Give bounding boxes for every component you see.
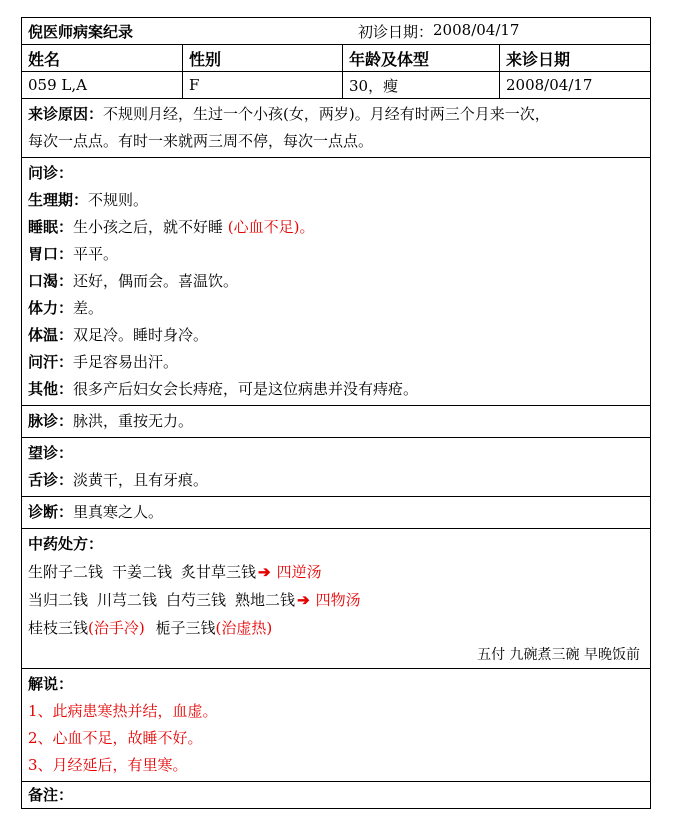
- observation-section: [22, 437, 650, 496]
- inquiry-item: 问汗：手足容易出汗。: [28, 353, 179, 371]
- herb-item: 桂枝三钱: [28, 619, 89, 637]
- explanation-label: 解说：: [28, 675, 74, 693]
- prescription-label: 中药处方：: [28, 535, 104, 553]
- first-visit: [358, 21, 519, 42]
- patient-sex: F: [182, 72, 342, 98]
- herb-item: 当归二钱: [28, 591, 89, 609]
- first-visit-label: 初诊日期：: [358, 22, 434, 41]
- herb-item: 栀子三钱: [155, 619, 216, 637]
- formula-name: 四逆汤: [276, 563, 322, 581]
- herb-item: 川芎二钱: [97, 591, 158, 609]
- prescription-line-2: [28, 586, 644, 614]
- diagnosis-label: 诊断：: [28, 503, 74, 521]
- arrow-right-icon: ➔: [258, 563, 271, 581]
- first-visit-date: 2008/04/17: [433, 20, 520, 39]
- col-name: 姓名: [28, 49, 61, 69]
- reason-line-2: 每次一点点。有时一来就两三周不停，每次一点点。: [28, 132, 374, 150]
- formula-name: 四物汤: [315, 591, 361, 609]
- herb-item: 生附子二钱: [28, 563, 104, 581]
- herb-note: (治手冷): [88, 619, 145, 637]
- col-visit-date: 来诊日期: [499, 45, 650, 71]
- explanation-item: 3、月经延后，有里寒。: [28, 756, 188, 774]
- explanation-section: [22, 668, 650, 781]
- tongue-label: 舌诊：: [28, 471, 74, 489]
- diagnosis-section: [22, 496, 650, 528]
- explanation-item: 1、此病患寒热并结，血虚。: [28, 702, 218, 720]
- herb-item: 熟地二钱: [235, 591, 296, 609]
- herb-item: 炙甘草三钱: [181, 563, 257, 581]
- remarks-section: [22, 781, 650, 808]
- reason-section: [22, 98, 650, 157]
- prescription-line-3: [28, 614, 644, 642]
- inquiry-item: 胃口：平平。: [28, 245, 119, 263]
- inquiry-item: 其他：很多产后妇女会长痔疮，可是这位病患并没有痔疮。: [28, 380, 419, 398]
- inquiry-item: 体力：差。: [28, 299, 104, 317]
- col-sex: 性别: [182, 45, 342, 71]
- inquiry-section: [22, 157, 650, 405]
- observation-label: 望诊：: [28, 444, 74, 462]
- dosage-instructions: 五付 九碗煮三碗 早晚饭前: [477, 647, 640, 663]
- patient-visit-date: 2008/04/17: [499, 72, 650, 98]
- col-age-build: 年龄及体型: [342, 45, 499, 71]
- explanation-item: 2、心血不足，故睡不好。: [28, 729, 203, 747]
- herb-note: (治虚热): [215, 619, 273, 637]
- herb-item: 干姜二钱: [112, 563, 173, 581]
- reason-label: 来诊原因：: [28, 105, 104, 123]
- inquiry-note: (心血不足)。: [227, 218, 315, 236]
- patient-id-name: 059 L,A: [28, 76, 87, 94]
- pulse-label: 脉诊：: [28, 412, 74, 430]
- inquiry-item: 生理期：不规则。: [28, 191, 149, 209]
- tongue-text: 淡黄干，且有牙痕。: [73, 471, 209, 489]
- inquiry-label: 问诊：: [28, 164, 74, 182]
- prescription-section: [22, 528, 650, 668]
- patient-table-header: [22, 44, 650, 71]
- patient-table-row: [22, 71, 650, 98]
- arrow-right-icon: ➔: [297, 591, 310, 609]
- inquiry-item: 睡眠：生小孩之后，就不好睡 (心血不足)。: [28, 218, 315, 236]
- reason-line-1: 不规则月经，生过一个小孩(女，两岁)。月经有时两三个月来一次，: [103, 105, 550, 123]
- herb-item: 白芍三钱: [166, 591, 227, 609]
- inquiry-item: 口渴：还好，偶而会。喜温饮。: [28, 272, 239, 290]
- remarks-label: 备注：: [28, 786, 74, 804]
- diagnosis-text: 里真寒之人。: [73, 503, 164, 521]
- case-record-sheet: [21, 17, 651, 809]
- patient-age-build: 30，瘦: [342, 72, 499, 98]
- prescription-line-1: [28, 558, 644, 586]
- record-header: [22, 18, 650, 44]
- pulse-text: 脉洪，重按无力。: [73, 412, 194, 430]
- record-title: 倪医师病案纪录: [28, 22, 134, 41]
- pulse-section: [22, 405, 650, 437]
- inquiry-item: 体温：双足冷。睡时身冷。: [28, 326, 209, 344]
